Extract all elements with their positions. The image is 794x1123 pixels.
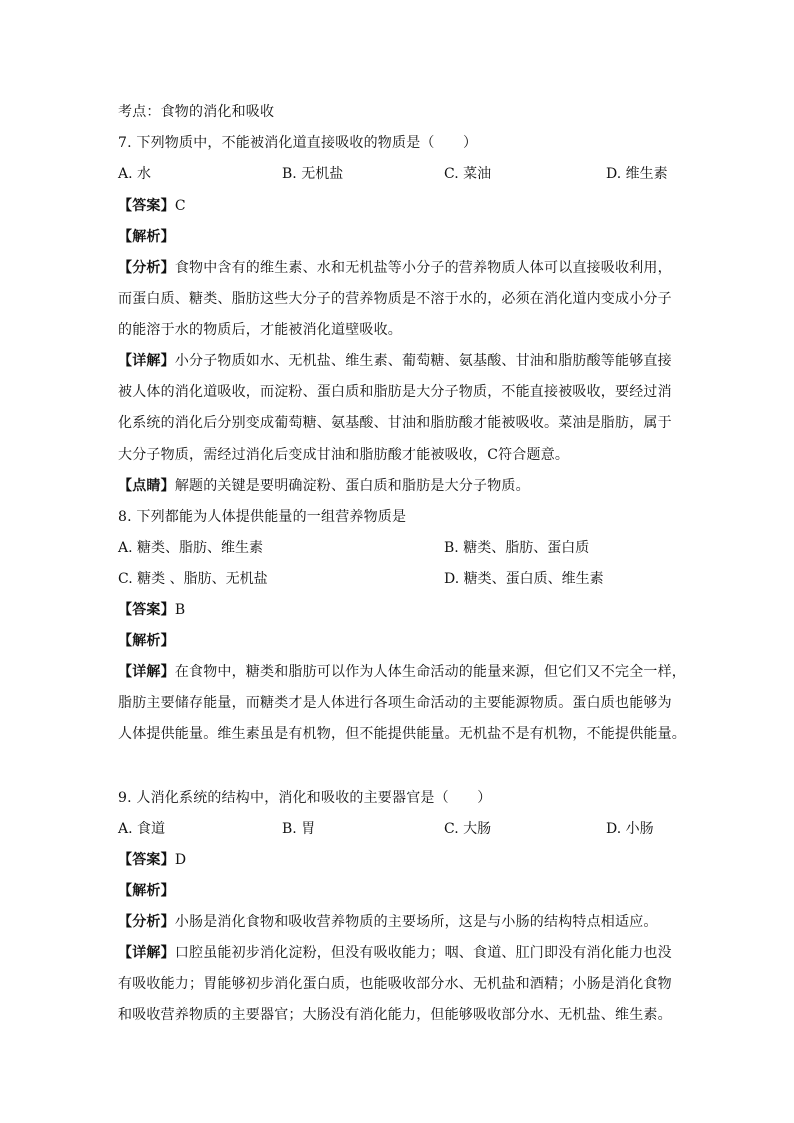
q7-analysis-heading: 【解析】 xyxy=(118,229,175,245)
q7-fenxi-1 xyxy=(118,258,672,278)
q9-option-c: C. 大肠 xyxy=(444,821,492,837)
q8-option-b: B. 糖类、脂肪、蛋白质 xyxy=(444,540,590,556)
xiangjie-text: 小分子物质如水、无机盐、维生素、葡萄糖、氨基酸、甘油和脂肪酸等能够直接 xyxy=(174,353,672,369)
answer-tag: 【答案】 xyxy=(118,198,175,214)
q9-option-b: B. 胃 xyxy=(282,821,316,837)
q9-stem: 9. 人消化系统的结构中，消化和吸收的主要器官是（ ） xyxy=(118,790,492,806)
dianjing-text: 解题的关键是要明确淀粉、蛋白质和脂肪是大分子物质。 xyxy=(174,478,530,494)
xiangjie-text: 在食物中，糖类和脂肪可以作为人体生命活动的能量来源，但它们又不完全一样， xyxy=(174,664,687,680)
answer-value: C xyxy=(174,198,186,214)
q9-option-a: A. 食道 xyxy=(118,821,166,837)
q7-dianjing xyxy=(118,476,530,496)
answer-tag: 【答案】 xyxy=(118,852,175,868)
q8-xiangjie-1 xyxy=(118,662,686,682)
q7-fenxi-3: 的能溶于水的物质后，才能被消化道壁吸收。 xyxy=(118,322,402,338)
q8-xiangjie-3: 人体提供能量。维生素虽是有机物，但不能提供能量。无机盐不是有机物，不能提供能量。 xyxy=(118,726,686,742)
q7-fenxi-2: 而蛋白质、糖类、脂肪这些大分子的营养物质是不溶于水的，必须在消化道内变成小分子 xyxy=(118,291,672,307)
q7-answer xyxy=(118,196,186,216)
xiangjie-tag: 【详解】 xyxy=(118,664,175,680)
q7-option-b: B. 无机盐 xyxy=(282,166,344,182)
xiangjie-tag: 【详解】 xyxy=(118,353,175,369)
answer-tag: 【答案】 xyxy=(118,602,175,618)
q9-analysis-heading: 【解析】 xyxy=(118,883,175,899)
q7-xiangjie-3: 化系统的消化后分别变成葡萄糖、氨基酸、甘油和脂肪酸才能被吸收。菜油是脂肪，属于 xyxy=(118,415,672,431)
q9-option-d: D. 小肠 xyxy=(606,821,654,837)
fenxi-text: 食物中含有的维生素、水和无机盐等小分子的营养物质人体可以直接吸收利用， xyxy=(174,260,672,276)
xiangjie-tag: 【详解】 xyxy=(118,945,175,961)
q8-option-c: C. 糖类 、脂肪、无机盐 xyxy=(118,571,268,587)
q7-xiangjie-4: 大分子物质，需经过消化后变成甘油和脂肪酸才能被吸收，C符合题意。 xyxy=(118,447,570,463)
q9-xiangjie-3: 和吸收营养物质的主要器官；大肠没有消化能力，但能够吸收部分水、无机盐、维生素。 xyxy=(118,1007,672,1023)
q8-option-a: A. 糖类、脂肪、维生素 xyxy=(118,540,264,556)
q7-option-a: A. 水 xyxy=(118,166,152,182)
q7-xiangjie-1 xyxy=(118,351,672,371)
fenxi-tag: 【分析】 xyxy=(118,260,175,276)
topic-line: 考点：食物的消化和吸收 xyxy=(118,104,275,120)
q7-option-d: D. 维生素 xyxy=(606,166,668,182)
answer-value: B xyxy=(174,602,186,618)
q7-option-c: C. 菜油 xyxy=(444,166,492,182)
q8-xiangjie-2: 脂肪主要储存能量，而糖类才是人体进行各项生命活动的主要能源物质。蛋白质也能够为 xyxy=(118,695,672,711)
q8-stem: 8. 下列都能为人体提供能量的一组营养物质是 xyxy=(118,509,407,525)
xiangjie-text: 口腔虽能初步消化淀粉，但没有吸收能力；咽、食道、肛门即没有消化能力也没 xyxy=(174,945,672,961)
q9-fenxi xyxy=(118,912,658,932)
fenxi-text: 小肠是消化食物和吸收营养物质的主要场所，这是与小肠的结构特点相适应。 xyxy=(174,914,658,930)
q9-answer xyxy=(118,850,186,870)
fenxi-tag: 【分析】 xyxy=(118,914,175,930)
q7-xiangjie-2: 被人体的消化道吸收，而淀粉、蛋白质和脂肪是大分子物质，不能直接被吸收，要经过消 xyxy=(118,384,672,400)
answer-value: D xyxy=(174,852,187,868)
dianjing-tag: 【点睛】 xyxy=(118,478,175,494)
q8-option-d: D. 糖类、蛋白质、维生素 xyxy=(444,571,604,587)
q7-stem: 7. 下列物质中，不能被消化道直接吸收的物质是（ ） xyxy=(118,135,478,151)
q8-answer xyxy=(118,600,185,620)
q9-xiangjie-1 xyxy=(118,943,672,963)
q9-xiangjie-2: 有吸收能力；胃能够初步消化蛋白质，也能吸收部分水、无机盐和酒精；小肠是消化食物 xyxy=(118,976,672,992)
q8-analysis-heading: 【解析】 xyxy=(118,633,175,649)
